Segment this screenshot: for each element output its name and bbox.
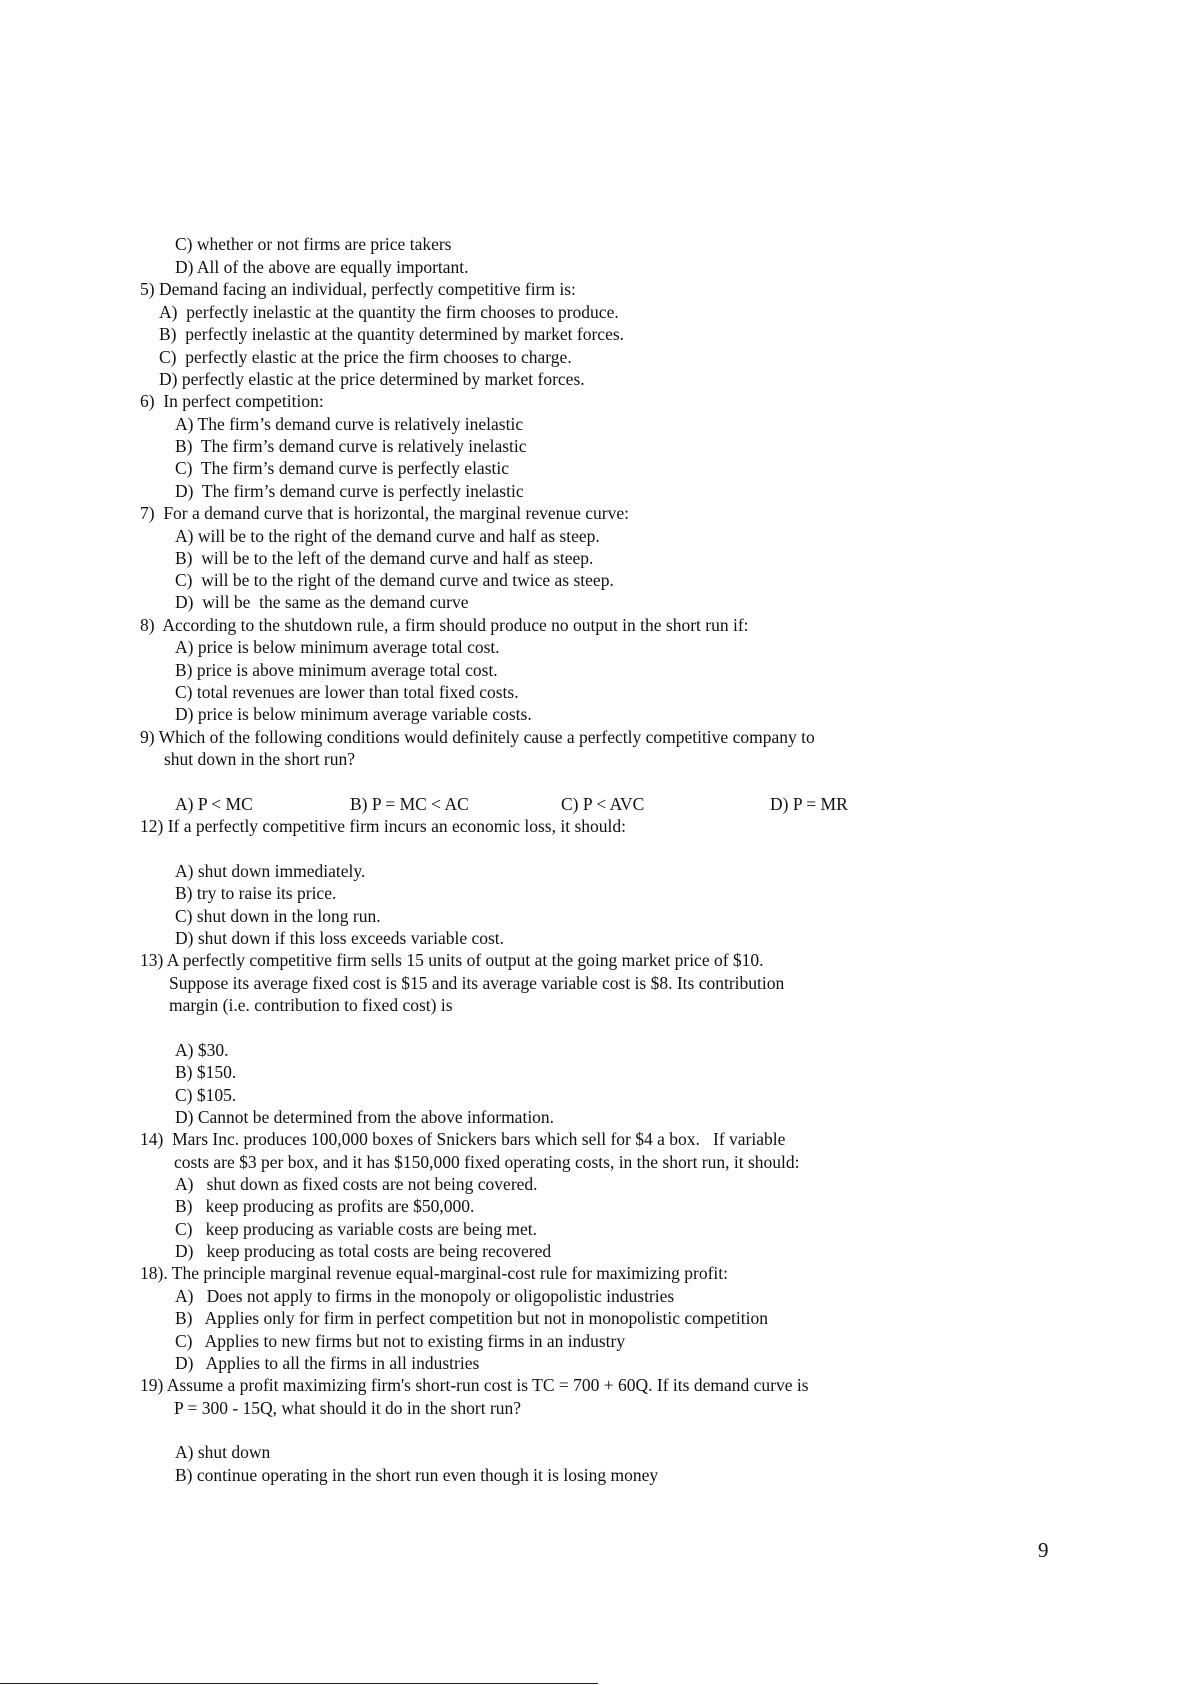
q4-option-d: D) All of the above are equally important. [175,257,469,277]
footer-rule [0,1683,598,1684]
question-7-stem: 7) For a demand curve that is horizontal, the marginal revenue curve: [140,503,630,523]
q4-option-c: C) whether or not firms are price takers [175,234,452,254]
q14-option-d: D) keep producing as total costs are being recovered [175,1241,552,1261]
q6-option-d: D) The firm’s demand curve is perfectly inelastic [175,481,524,501]
question-6-stem: 6) In perfect competition: [140,391,324,411]
q7-option-c: C) will be to the right of the demand curve and twice as steep. [175,570,614,590]
q8-option-b: B) price is above minimum average total cost. [175,660,498,680]
q5-option-a: A) perfectly inelastic at the quantity the firm chooses to produce. [159,302,619,322]
q8-option-c: C) total revenues are lower than total fixed costs. [175,682,519,702]
q14-option-a: A) shut down as fixed costs are not being covered. [175,1174,538,1194]
q9-option-d: D) P = MR [770,794,848,814]
q8-option-a: A) price is below minimum average total cost. [175,637,500,657]
question-14-stem-line-2: costs are $3 per box, and it has $150,000 fixed operating costs, in the short run, it should: [174,1152,800,1172]
page-number: 9 [1038,1538,1049,1562]
q12-option-a: A) shut down immediately. [175,861,366,881]
q18-option-b: B) Applies only for firm in perfect competition but not in monopolistic competition [175,1308,768,1328]
q5-option-c: C) perfectly elastic at the price the firm chooses to charge. [159,347,572,367]
question-9-stem-line-2: shut down in the short run? [164,749,356,769]
q13-option-c: C) $105. [175,1085,237,1105]
q9-option-c: C) P < AVC [561,794,645,814]
q6-option-c: C) The firm’s demand curve is perfectly elastic [175,458,510,478]
question-18-stem: 18). The principle marginal revenue equal-marginal-cost rule for maximizing profit: [140,1263,729,1283]
q5-option-b: B) perfectly inelastic at the quantity determined by market forces. [159,324,625,344]
question-13-stem-line-1: 13) A perfectly competitive firm sells 15 units of output at the going market price of $10. [140,950,764,970]
q13-option-b: B) $150. [175,1062,237,1082]
question-13-stem-line-3: margin (i.e. contribution to fixed cost) is [169,995,453,1015]
q9-option-b: B) P = MC < AC [350,794,469,814]
q5-option-d: D) perfectly elastic at the price determined by market forces. [159,369,585,389]
q19-option-b: B) continue operating in the short run even though it is losing money [175,1465,659,1485]
q14-option-c: C) keep producing as variable costs are being met. [175,1219,538,1239]
q18-option-d: D) Applies to all the firms in all industries [175,1353,480,1373]
question-5-stem: 5) Demand facing an individual, perfectly competitive firm is: [140,279,576,299]
question-12-stem: 12) If a perfectly competitive firm incurs an economic loss, it should: [140,816,626,836]
question-13-stem-line-2: Suppose its average fixed cost is $15 and its average variable cost is $8. Its contribution [169,973,785,993]
q9-option-a: A) P < MC [175,794,253,814]
q14-option-b: B) keep producing as profits are $50,000. [175,1196,475,1216]
question-14-stem-line-1: 14) Mars Inc. produces 100,000 boxes of Snickers bars which sell for $4 a box. If variable [140,1129,786,1149]
q19-option-a: A) shut down [175,1442,271,1462]
q8-option-d: D) price is below minimum average variable costs. [175,704,532,724]
q7-option-b: B) will be to the left of the demand curve and half as steep. [175,548,594,568]
q18-option-c: C) Applies to new firms but not to existing firms in an industry [175,1331,626,1351]
question-8-stem: 8) According to the shutdown rule, a firm should produce no output in the short run if: [140,615,749,635]
question-9-stem-line-1: 9) Which of the following conditions would definitely cause a perfectly competitive company to [140,727,815,747]
q18-option-a: A) Does not apply to firms in the monopoly or oligopolistic industries [175,1286,675,1306]
q7-option-a: A) will be to the right of the demand curve and half as steep. [175,526,600,546]
question-19-stem-line-1: 19) Assume a profit maximizing firm's short-run cost is TC = 700 + 60Q. If its demand curve is [140,1375,809,1395]
question-19-stem-line-2: P = 300 - 15Q, what should it do in the short run? [174,1398,522,1418]
q12-option-d: D) shut down if this loss exceeds variable cost. [175,928,505,948]
q12-option-c: C) shut down in the long run. [175,906,381,926]
q13-option-d: D) Cannot be determined from the above information. [175,1107,555,1127]
q13-option-a: A) $30. [175,1040,229,1060]
q7-option-d: D) will be the same as the demand curve [175,592,469,612]
q12-option-b: B) try to raise its price. [175,883,337,903]
q6-option-b: B) The firm’s demand curve is relatively inelastic [175,436,527,456]
q6-option-a: A) The firm’s demand curve is relatively inelastic [175,414,524,434]
